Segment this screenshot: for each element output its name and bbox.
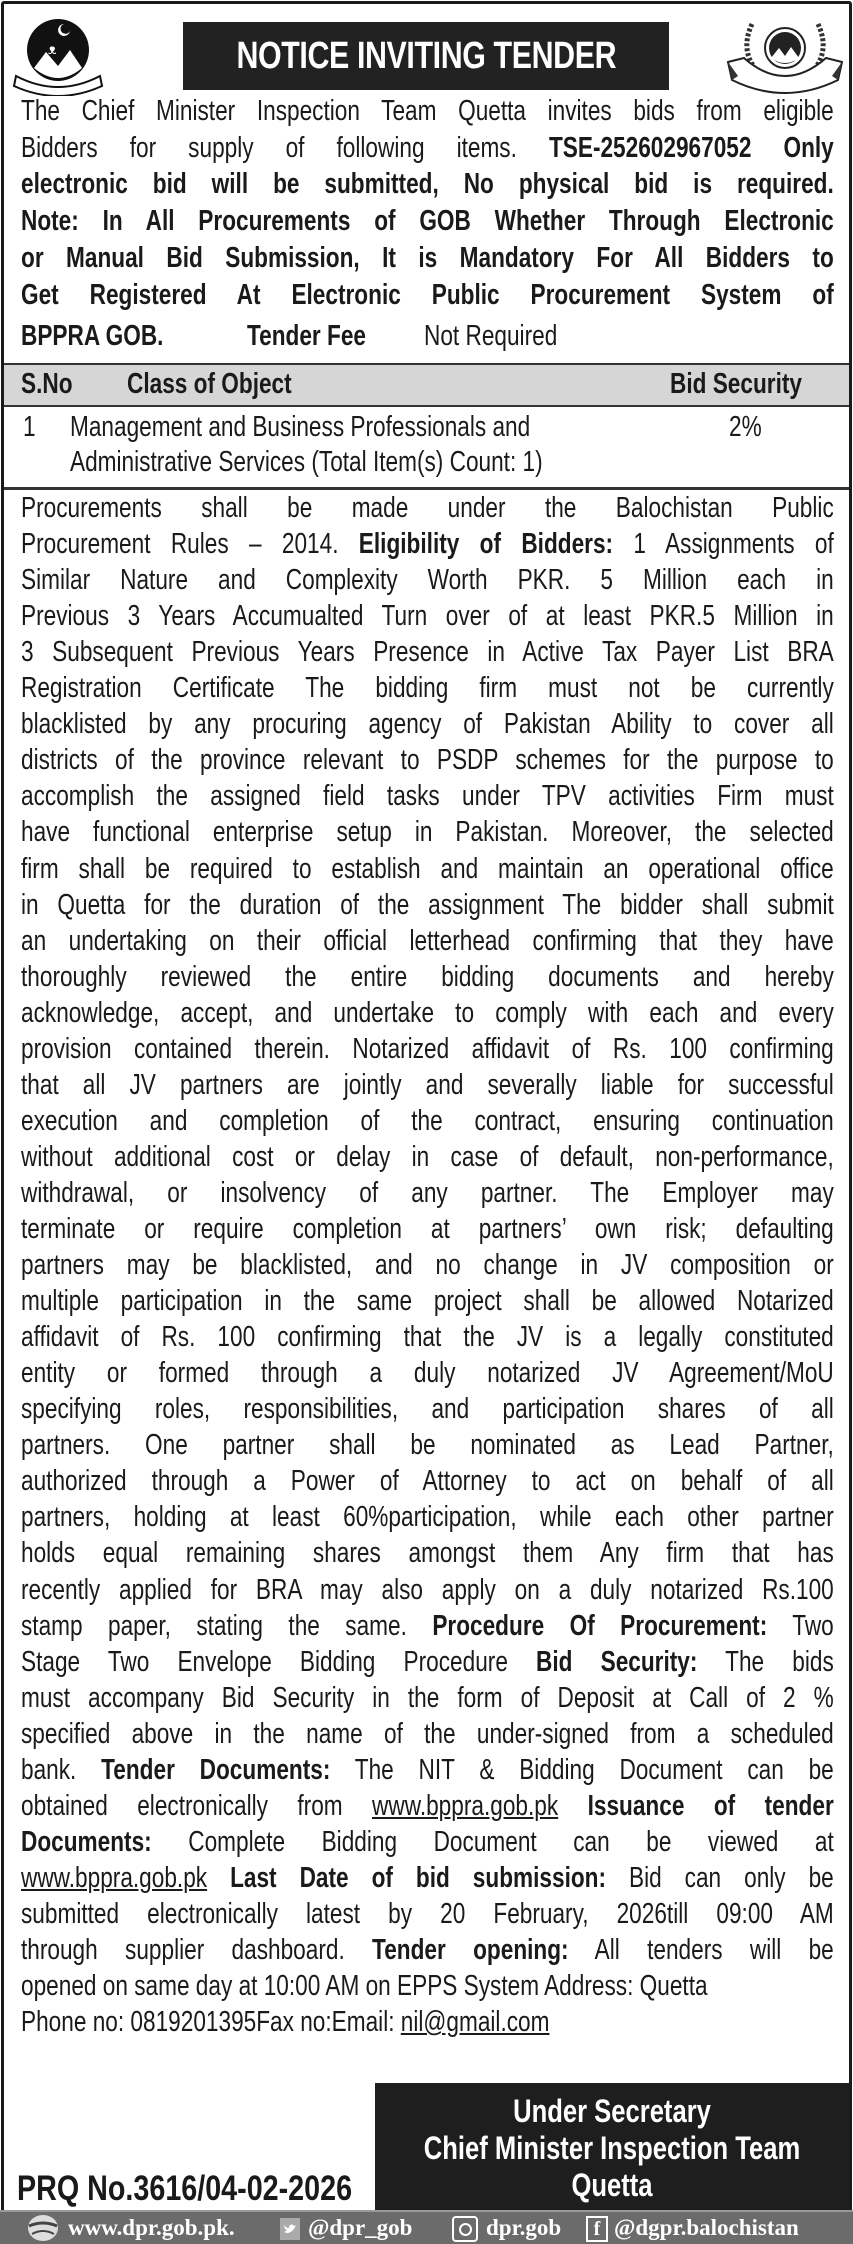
table-divider bbox=[4, 487, 849, 490]
header-security-text: Bid Security bbox=[670, 368, 802, 400]
bold-text: Documents: bbox=[21, 1825, 152, 1858]
link[interactable]: nil@gmail.com bbox=[400, 2006, 550, 2039]
text-segment: accomplish the assigned field tasks under TPV activities Firm must bbox=[21, 780, 834, 813]
signatory-title: Under Secretary bbox=[513, 2093, 711, 2129]
header-sno bbox=[21, 368, 87, 401]
globe-icon bbox=[26, 2214, 60, 2242]
text-segment: withdrawal, or insolvency of any partner. The Employer may bbox=[21, 1176, 834, 1209]
bppra-gob-text bbox=[21, 320, 204, 353]
text-segment: an undertaking on their official letterhead confirming that they have bbox=[21, 924, 834, 957]
row-bid-security: 2% bbox=[729, 411, 762, 443]
instagram-icon bbox=[452, 2216, 478, 2242]
twitter-icon bbox=[280, 2218, 300, 2240]
bold-text: electronic bid will be submitted, No physical bid is required. bbox=[21, 168, 834, 201]
text-segment: districts of the province relevant to PSDP schemes for the purpose to bbox=[21, 744, 834, 777]
row-class-line2: Administrative Services (Total Item(s) Count: 1) bbox=[70, 446, 543, 478]
text-segment: submitted electronically latest by 20 February, 2026till 09:00 AM bbox=[21, 1897, 834, 1930]
text-segment: that all JV partners are jointly and severally liable for successful bbox=[21, 1068, 834, 1101]
instagram-handle[interactable]: dpr.gob bbox=[486, 2215, 562, 2240]
header-sno-text: S.No bbox=[21, 368, 73, 400]
bold-text: or Manual Bid Submission, It is Mandatory For All Bidders to bbox=[21, 241, 834, 274]
signatory-office: Chief Minister Inspection Team bbox=[423, 2130, 801, 2166]
text-segment: thoroughly reviewed the entire bidding documents and hereby bbox=[21, 960, 834, 993]
prq-number bbox=[17, 2169, 426, 2209]
text-segment: firm shall be required to establish and maintain an operational office bbox=[21, 852, 834, 885]
text-segment: have functional enterprise setup in Pakistan. Moreover, the selected bbox=[21, 816, 834, 849]
text-segment: The bids bbox=[697, 1645, 834, 1678]
bold-text: Eligibility of Bidders: bbox=[358, 528, 614, 561]
tender-fee-label-text: Tender Fee bbox=[247, 320, 366, 352]
website-link[interactable]: www.dpr.gob.pk. bbox=[68, 2215, 235, 2240]
text-segment: entity or formed through a duly notarized JV Agreement/MoU bbox=[21, 1357, 834, 1390]
twitter-handle[interactable]: @dpr_gob bbox=[308, 2215, 413, 2240]
text-segment: 1 Assignments of bbox=[613, 528, 834, 561]
text-segment: specified above in the name of the under-signed from a scheduled bbox=[21, 1717, 834, 1750]
header-class-of-object bbox=[127, 368, 338, 401]
text-segment: Complete Bidding Document can be viewed at bbox=[151, 1825, 834, 1858]
row-sno: 1 bbox=[23, 411, 36, 443]
tender-fee-label bbox=[247, 320, 400, 353]
balochistan-emblem-logo bbox=[12, 16, 104, 96]
bold-text: Bid Security: bbox=[536, 1645, 698, 1678]
bold-text: Tender opening: bbox=[372, 1934, 569, 1966]
bold-text: Last Date of bid submission: bbox=[207, 1861, 607, 1894]
prq-text: PRQ No.3616/04-02-2026 bbox=[17, 2169, 353, 2208]
bold-text: TSE-252602967052 Only bbox=[548, 131, 834, 164]
signature-block bbox=[375, 2083, 849, 2210]
text-segment: provision contained therein. Notarized affidavit of Rs. 100 confirming bbox=[21, 1032, 834, 1065]
text-segment: partners, holding at least 60%participation, while each other partner bbox=[21, 1501, 834, 1534]
bold-text: Tender Documents: bbox=[101, 1753, 331, 1786]
text-segment: Two bbox=[767, 1609, 834, 1642]
text-segment: 3 Subsequent Previous Years Presence in Active Tax Payer List BRA bbox=[21, 636, 834, 669]
text-segment: partners. One partner shall be nominated as Lead Partner, bbox=[21, 1429, 834, 1462]
text-segment: Stage Two Envelope Bidding Procedure bbox=[21, 1645, 537, 1678]
text-segment: Bid can only be bbox=[606, 1861, 834, 1894]
text-segment: acknowledge, accept, and undertake to comply with each and every bbox=[21, 996, 834, 1029]
text-segment: blacklisted by any procuring agency of Pakistan Ability to cover all bbox=[21, 708, 834, 741]
header-bid-security bbox=[670, 368, 839, 401]
inspection-team-emblem-logo bbox=[722, 14, 848, 96]
title-banner bbox=[183, 22, 669, 90]
text-segment: Procurement Rules – 2014. bbox=[21, 528, 359, 561]
bold-text: Note: In All Procurements of GOB Whether Through Electronic bbox=[21, 205, 834, 238]
text-segment: through supplier dashboard. bbox=[21, 1934, 373, 1966]
text-segment: Registration Certificate The bidding firm must not be currently bbox=[21, 672, 834, 705]
text-segment: Previous 3 Years Accumualted Turn over of at least PKR.5 Million in bbox=[21, 600, 834, 633]
facebook-handle[interactable]: @dgpr.balochistan bbox=[614, 2215, 799, 2240]
link[interactable]: www.bppra.gob.pk bbox=[372, 1789, 559, 1822]
header-class-text: Class of Object bbox=[127, 368, 292, 400]
bold-text: Get Registered At Electronic Public Procurement System of bbox=[21, 278, 834, 311]
link[interactable]: www.bppra.gob.pk bbox=[21, 1861, 208, 1894]
text-segment: authorized through a Power of Attorney to act on behalf of all bbox=[21, 1465, 834, 1498]
bold-text: Procedure Of Procurement: bbox=[432, 1609, 768, 1642]
text-segment: specifying roles, responsibilities, and participation shares of all bbox=[21, 1393, 834, 1426]
svg-text:ᴥ: ᴥ bbox=[48, 42, 57, 58]
text-segment: bank. bbox=[21, 1753, 102, 1786]
text-segment: obtained electronically from bbox=[21, 1789, 373, 1822]
text-segment: multiple participation in the same project shall be allowed Notarized bbox=[21, 1285, 834, 1318]
text-segment: execution and completion of the contract, ensuring continuation bbox=[21, 1104, 834, 1137]
tender-fee-value bbox=[424, 320, 595, 353]
text-segment: The Chief Minister Inspection Team Quetta invites bids from eligible bbox=[21, 95, 834, 127]
text-segment: affidavit of Rs. 100 confirming that the JV is a legally constituted bbox=[21, 1321, 834, 1354]
text-segment: must accompany Bid Security in the form of Deposit at Call of 2 % bbox=[21, 1681, 834, 1714]
text-segment: opened on same day at 10:00 AM on EPPS System Address: Quetta bbox=[21, 1970, 708, 2003]
text-segment: holds equal remaining shares amongst them Any firm that has bbox=[21, 1537, 834, 1570]
page-title: NOTICE INVITING TENDER bbox=[236, 34, 616, 77]
text-segment: without additional cost or delay in case of default, non-performance, bbox=[21, 1140, 834, 1173]
text-segment: Procurements shall be made under the Balochistan Public bbox=[21, 492, 834, 524]
signatory-city: Quetta bbox=[571, 2167, 653, 2203]
text-segment: Phone no: 0819201395Fax no:Email: bbox=[21, 2006, 401, 2039]
text-segment: terminate or require completion at partners’ own risk; defaulting bbox=[21, 1213, 834, 1245]
facebook-icon: f bbox=[586, 2216, 608, 2242]
text-segment: partners may be blacklisted, and no change in JV composition or bbox=[21, 1249, 834, 1282]
text-segment: The NIT & Bidding Document can be bbox=[330, 1753, 834, 1786]
text-segment: recently applied for BRA may also apply on a duly notarized Rs.100 bbox=[21, 1573, 834, 1606]
tender-fee-value-text: Not Required bbox=[424, 320, 558, 352]
text-segment: in Quetta for the duration of the assignment The bidder shall submit bbox=[21, 888, 834, 921]
text-segment: All tenders will be bbox=[568, 1934, 834, 1966]
bppra-label: BPPRA GOB. bbox=[21, 320, 164, 352]
row-class-line1: Management and Business Professionals and bbox=[70, 411, 531, 443]
text-segment: Similar Nature and Complexity Worth PKR. 5 Million each in bbox=[21, 564, 834, 597]
text-segment: stamp paper, stating the same. bbox=[21, 1609, 433, 1642]
text-segment: Bidders for supply of following items. bbox=[21, 131, 549, 164]
bold-text: Issuance of tender bbox=[558, 1789, 834, 1822]
footer-bar bbox=[0, 2210, 853, 2244]
